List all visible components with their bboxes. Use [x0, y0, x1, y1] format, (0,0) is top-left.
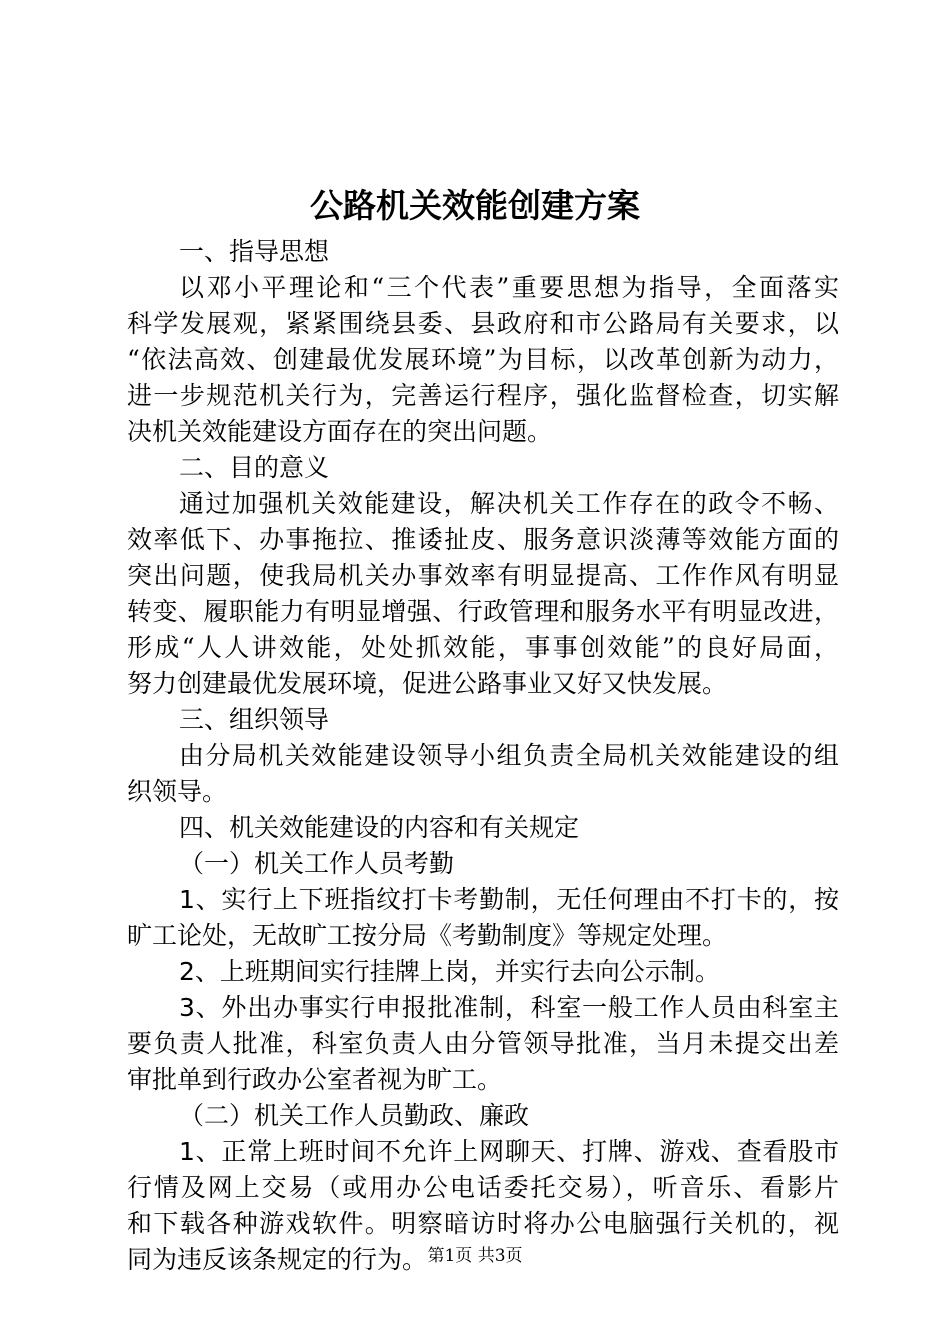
document-body [127, 234, 839, 1278]
text-line [127, 1206, 839, 1242]
text-line: 努力创建最优发展环境，促进公路事业又好又快发展。 [127, 669, 728, 698]
text-line: 通过加强机关效能建设，解决机关工作存在的政令不畅、 [179, 489, 839, 518]
text-line: 2、上班期间实行挂牌上岗，并实行去向公示制。 [179, 957, 720, 986]
text-line: 3、外出办事实行申报批准制，科室一般工作人员由科室主 [179, 993, 839, 1022]
text-line: 旷工论处，无故旷工按分局《考勤制度》等规定处理。 [127, 921, 728, 950]
text-line: 审批单到行政办公室者视为旷工。 [127, 1065, 503, 1094]
text-line: 行情及网上交易（或用办公电话委托交易），听音乐、看影片 [127, 1173, 839, 1202]
text-line: 由分局机关效能建设领导小组负责全局机关效能建设的组 [179, 741, 839, 770]
text-line: 1、正常上班时间不允许上网聊天、打牌、游戏、查看股市 [179, 1137, 839, 1166]
text-line: 形成“人人讲效能，处处抓效能，事事创效能”的良好局面， [127, 633, 839, 662]
text-segment: 和下载各种游戏软件。 [127, 1209, 392, 1238]
text-line: 1、实行上下班指纹打卡考勤制，无任何理由不打卡的，按 [179, 885, 839, 914]
text-line: 效率低下、办事拖拉、推诿扯皮、服务意识淡薄等效能方面的 [127, 525, 839, 554]
text-line: 以邓小平理论和“三个代表”重要思想为指导，全面落实 [179, 273, 839, 302]
text-line: 织领导。 [127, 777, 228, 806]
document-title: 公路机关效能创建方案 [310, 186, 640, 225]
text-line: 要负责人批准，科室负责人由分管领导批准，当月未提交出差 [127, 1029, 839, 1058]
page-footer: 第1页 共3页 [427, 1246, 523, 1266]
text-line: 突出问题，使我局机关办事效率有明显提高、工作作风有明显 [127, 561, 839, 590]
text-segment: 明察暗访时将办公电脑强行关机的，视 [391, 1209, 839, 1238]
text-line: 决机关效能建设方面存在的突出问题。 [127, 417, 553, 446]
text-line: 三、组织领导 [179, 705, 330, 734]
text-line: （二）机关工作人员勤政、廉政 [179, 1101, 530, 1130]
text-line: 二、目的意义 [179, 453, 330, 482]
text-line: “依法高效、创建最优发展环境”为目标，以改革创新为动力， [127, 345, 839, 374]
text-line: 一、指导思想 [179, 237, 330, 266]
text-line: 科学发展观，紧紧围绕县委、县政府和市公路局有关要求，以 [127, 309, 839, 338]
text-line: 进一步规范机关行为，完善运行程序，强化监督检查，切实解 [127, 381, 839, 410]
text-line: 四、机关效能建设的内容和有关规定 [179, 813, 580, 842]
text-line: （一）机关工作人员考勤 [179, 849, 455, 878]
text-line: 转变、履职能力有明显增强、行政管理和服务水平有明显改进， [127, 597, 839, 626]
text-line: 同为违反该条规定的行为。 [127, 1245, 428, 1274]
